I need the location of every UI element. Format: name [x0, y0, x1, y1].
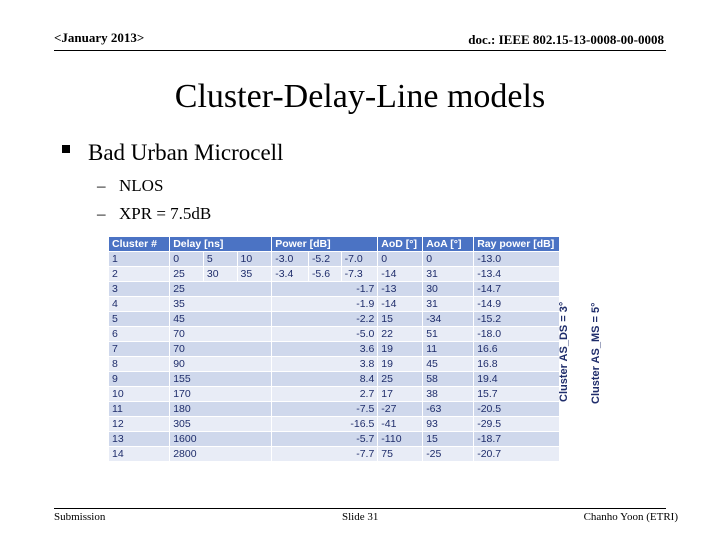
- table-cell: 70: [170, 342, 272, 357]
- table-cell: 11: [109, 402, 170, 417]
- table-cell: 75: [378, 447, 423, 462]
- table-cell: 45: [170, 312, 272, 327]
- table-cell: 0: [378, 252, 423, 267]
- table-cell: 2800: [170, 447, 272, 462]
- table-cell: 16.8: [474, 357, 560, 372]
- table-row: [109, 447, 560, 462]
- footer-slide-number: Slide 31: [342, 511, 379, 523]
- table-cell: -5.0: [272, 327, 378, 342]
- table-cell: -7.0: [341, 252, 378, 267]
- table-cell: 0: [170, 252, 204, 267]
- table-cell: -14: [378, 267, 423, 282]
- table-cell: 30: [423, 282, 474, 297]
- table-cell: 25: [378, 372, 423, 387]
- table-cell: -34: [423, 312, 474, 327]
- table-body: [109, 237, 560, 462]
- sub-item-label: XPR = 7.5dB: [119, 204, 212, 223]
- table-cell: 1600: [170, 432, 272, 447]
- table-cell: -3.4: [272, 267, 309, 282]
- table-row: [109, 312, 560, 327]
- table-cell: 1: [109, 252, 170, 267]
- table-cell: -7.3: [341, 267, 378, 282]
- table-cell: -7.7: [272, 447, 378, 462]
- table-cell: 31: [423, 267, 474, 282]
- table-cell: -20.7: [474, 447, 560, 462]
- table-cell: 2: [109, 267, 170, 282]
- table-cell: -5.7: [272, 432, 378, 447]
- table-cell: 155: [170, 372, 272, 387]
- table-cell: 9: [109, 372, 170, 387]
- table-cell: -3.0: [272, 252, 309, 267]
- table-cell: 10: [109, 387, 170, 402]
- table-cell: 3.6: [272, 342, 378, 357]
- table-cell: 15.7: [474, 387, 560, 402]
- table-row: [109, 372, 560, 387]
- table-cell: 90: [170, 357, 272, 372]
- cluster-table: [108, 236, 560, 462]
- table-cell: 58: [423, 372, 474, 387]
- table-cell: 19: [378, 342, 423, 357]
- table-cell: 45: [423, 357, 474, 372]
- table-cell: 8: [109, 357, 170, 372]
- footer-rule: [54, 508, 666, 509]
- header-aod: AoD [°]: [378, 237, 423, 252]
- table-cell: 30: [203, 267, 237, 282]
- table-cell: -13: [378, 282, 423, 297]
- table-cell: -18.7: [474, 432, 560, 447]
- dash-icon: –: [97, 176, 106, 195]
- table-cell: -5.6: [308, 267, 341, 282]
- table-header-row: [109, 237, 560, 252]
- bullet-text: Bad Urban Microcell: [88, 140, 284, 165]
- table-cell: -14: [378, 297, 423, 312]
- table-cell: 14: [109, 447, 170, 462]
- table-cell: 16.6: [474, 342, 560, 357]
- table-cell: 12: [109, 417, 170, 432]
- header-doc-id: doc.: IEEE 802.15-13-0008-00-0008: [468, 32, 664, 47]
- table-cell: 8.4: [272, 372, 378, 387]
- table-row: [109, 387, 560, 402]
- table-cell: 0: [423, 252, 474, 267]
- table-cell: -15.2: [474, 312, 560, 327]
- table-cell: -20.5: [474, 402, 560, 417]
- table-cell: 10: [237, 252, 272, 267]
- table-row: [109, 357, 560, 372]
- table-cell: 51: [423, 327, 474, 342]
- table-row: [109, 417, 560, 432]
- table-cell: 3: [109, 282, 170, 297]
- table-cell: 170: [170, 387, 272, 402]
- table-row: [109, 297, 560, 312]
- table-cell: -110: [378, 432, 423, 447]
- table-cell: -18.0: [474, 327, 560, 342]
- footer-submission: Submission: [54, 511, 106, 523]
- table-cell: -14.7: [474, 282, 560, 297]
- table-cell: -2.2: [272, 312, 378, 327]
- table-cell: 15: [378, 312, 423, 327]
- header-rule: [54, 50, 666, 51]
- header-date: <January 2013>: [54, 30, 145, 45]
- table-cell: -13.4: [474, 267, 560, 282]
- table-cell: 305: [170, 417, 272, 432]
- table-row: [109, 402, 560, 417]
- table-cell: 7: [109, 342, 170, 357]
- table-cell: 2.7: [272, 387, 378, 402]
- side-label-as-ms: Cluster AS_MS = 5°: [590, 302, 602, 404]
- table-cell: 4: [109, 297, 170, 312]
- footer-author: Chanho Yoon (ETRI): [583, 511, 678, 523]
- table-cell: 25: [170, 267, 204, 282]
- table-cell: -1.9: [272, 297, 378, 312]
- table-row: [109, 282, 560, 297]
- table-cell: 19.4: [474, 372, 560, 387]
- table-cell: 13: [109, 432, 170, 447]
- table-cell: 38: [423, 387, 474, 402]
- header-power: Power [dB]: [272, 237, 378, 252]
- table-row: [109, 327, 560, 342]
- bullet-square-icon: [62, 145, 70, 153]
- table-cell: -27: [378, 402, 423, 417]
- table-cell: -13.0: [474, 252, 560, 267]
- table-cell: -1.7: [272, 282, 378, 297]
- dash-icon: –: [97, 204, 106, 223]
- slide-title: Cluster-Delay-Line models: [174, 78, 546, 115]
- table-cell: -63: [423, 402, 474, 417]
- table-cell: -25: [423, 447, 474, 462]
- table-cell: -7.5: [272, 402, 378, 417]
- table-cell: 19: [378, 357, 423, 372]
- table-row: [109, 252, 560, 267]
- table-cell: 35: [237, 267, 272, 282]
- side-label-as-ds: Cluster AS_DS = 3°: [558, 301, 570, 402]
- table-row: [109, 342, 560, 357]
- sub-item-nlos: [97, 176, 163, 196]
- table-cell: 180: [170, 402, 272, 417]
- header-cluster: Cluster #: [109, 237, 170, 252]
- table-cell: -14.9: [474, 297, 560, 312]
- table-cell: 70: [170, 327, 272, 342]
- table-cell: -5.2: [308, 252, 341, 267]
- table-cell: 11: [423, 342, 474, 357]
- table-cell: -29.5: [474, 417, 560, 432]
- table-cell: 15: [423, 432, 474, 447]
- table-cell: 25: [170, 282, 272, 297]
- table-cell: 17: [378, 387, 423, 402]
- sub-item-xpr: [97, 204, 211, 224]
- table-row: [109, 267, 560, 282]
- table-cell: 93: [423, 417, 474, 432]
- table-cell: 35: [170, 297, 272, 312]
- header-delay: Delay [ns]: [170, 237, 272, 252]
- table-cell: 3.8: [272, 357, 378, 372]
- table-cell: 22: [378, 327, 423, 342]
- table-cell: 6: [109, 327, 170, 342]
- header-ray-power: Ray power [dB]: [474, 237, 560, 252]
- sub-item-label: NLOS: [119, 176, 164, 195]
- header-aoa: AoA [°]: [423, 237, 474, 252]
- table-row: [109, 432, 560, 447]
- table-cell: -41: [378, 417, 423, 432]
- table-cell: 31: [423, 297, 474, 312]
- table-cell: 5: [203, 252, 237, 267]
- table-cell: 5: [109, 312, 170, 327]
- table-cell: -16.5: [272, 417, 378, 432]
